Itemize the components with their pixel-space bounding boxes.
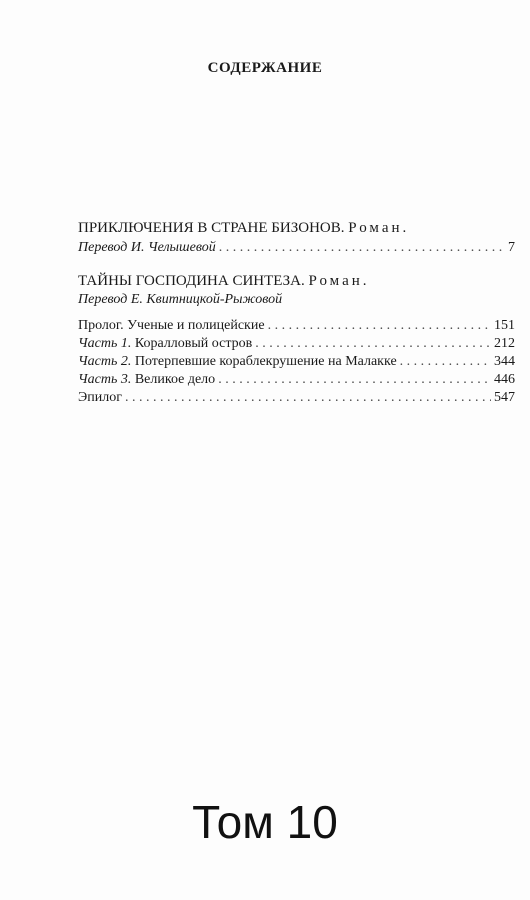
section-label: Часть 2. Потерпевшие кораблекрушение на Малакке [78,354,397,369]
leader-dots [219,240,505,256]
work-genre: Роман. [308,273,370,289]
toc-entry[interactable] [78,354,515,370]
toc-entry[interactable] [78,390,515,406]
page-number: 151 [494,318,515,333]
page-number: 547 [494,390,515,405]
translator-credit: Перевод И. Челышевой [78,240,216,255]
toc-entry[interactable] [78,336,515,352]
work-title-1 [78,220,409,237]
section-label: Эпилог [78,390,122,405]
volume-label: Том 10 [192,796,338,848]
page-number: 446 [494,372,515,387]
leader-dots [218,372,491,388]
translator-credit-2: Перевод Е. Квитницкой-Рыжовой [78,292,283,307]
toc-entry-translator-1[interactable] [78,240,515,256]
work-title-2 [78,273,370,290]
page-number: 344 [494,354,515,369]
leader-dots [255,336,491,352]
page-number: 212 [494,336,515,351]
section-label: Часть 3. Великое дело [78,372,216,387]
leader-dots [268,318,491,334]
leader-dots [125,390,491,406]
toc-entry[interactable] [78,318,515,334]
page-number: 7 [508,240,515,255]
section-label: Часть 1. Коралловый остров [78,336,253,351]
work-title-text: ТАЙНЫ ГОСПОДИНА СИНТЕЗА. [78,273,305,289]
toc-entry[interactable] [78,372,515,388]
work-genre: Роман. [348,220,410,236]
leader-dots [400,354,491,370]
section-label: Пролог. Ученые и полицейские [78,318,265,333]
work-title-text: ПРИКЛЮЧЕНИЯ В СТРАНЕ БИЗОНОВ. [78,220,345,236]
contents-heading: СОДЕРЖАНИЕ [207,60,323,76]
